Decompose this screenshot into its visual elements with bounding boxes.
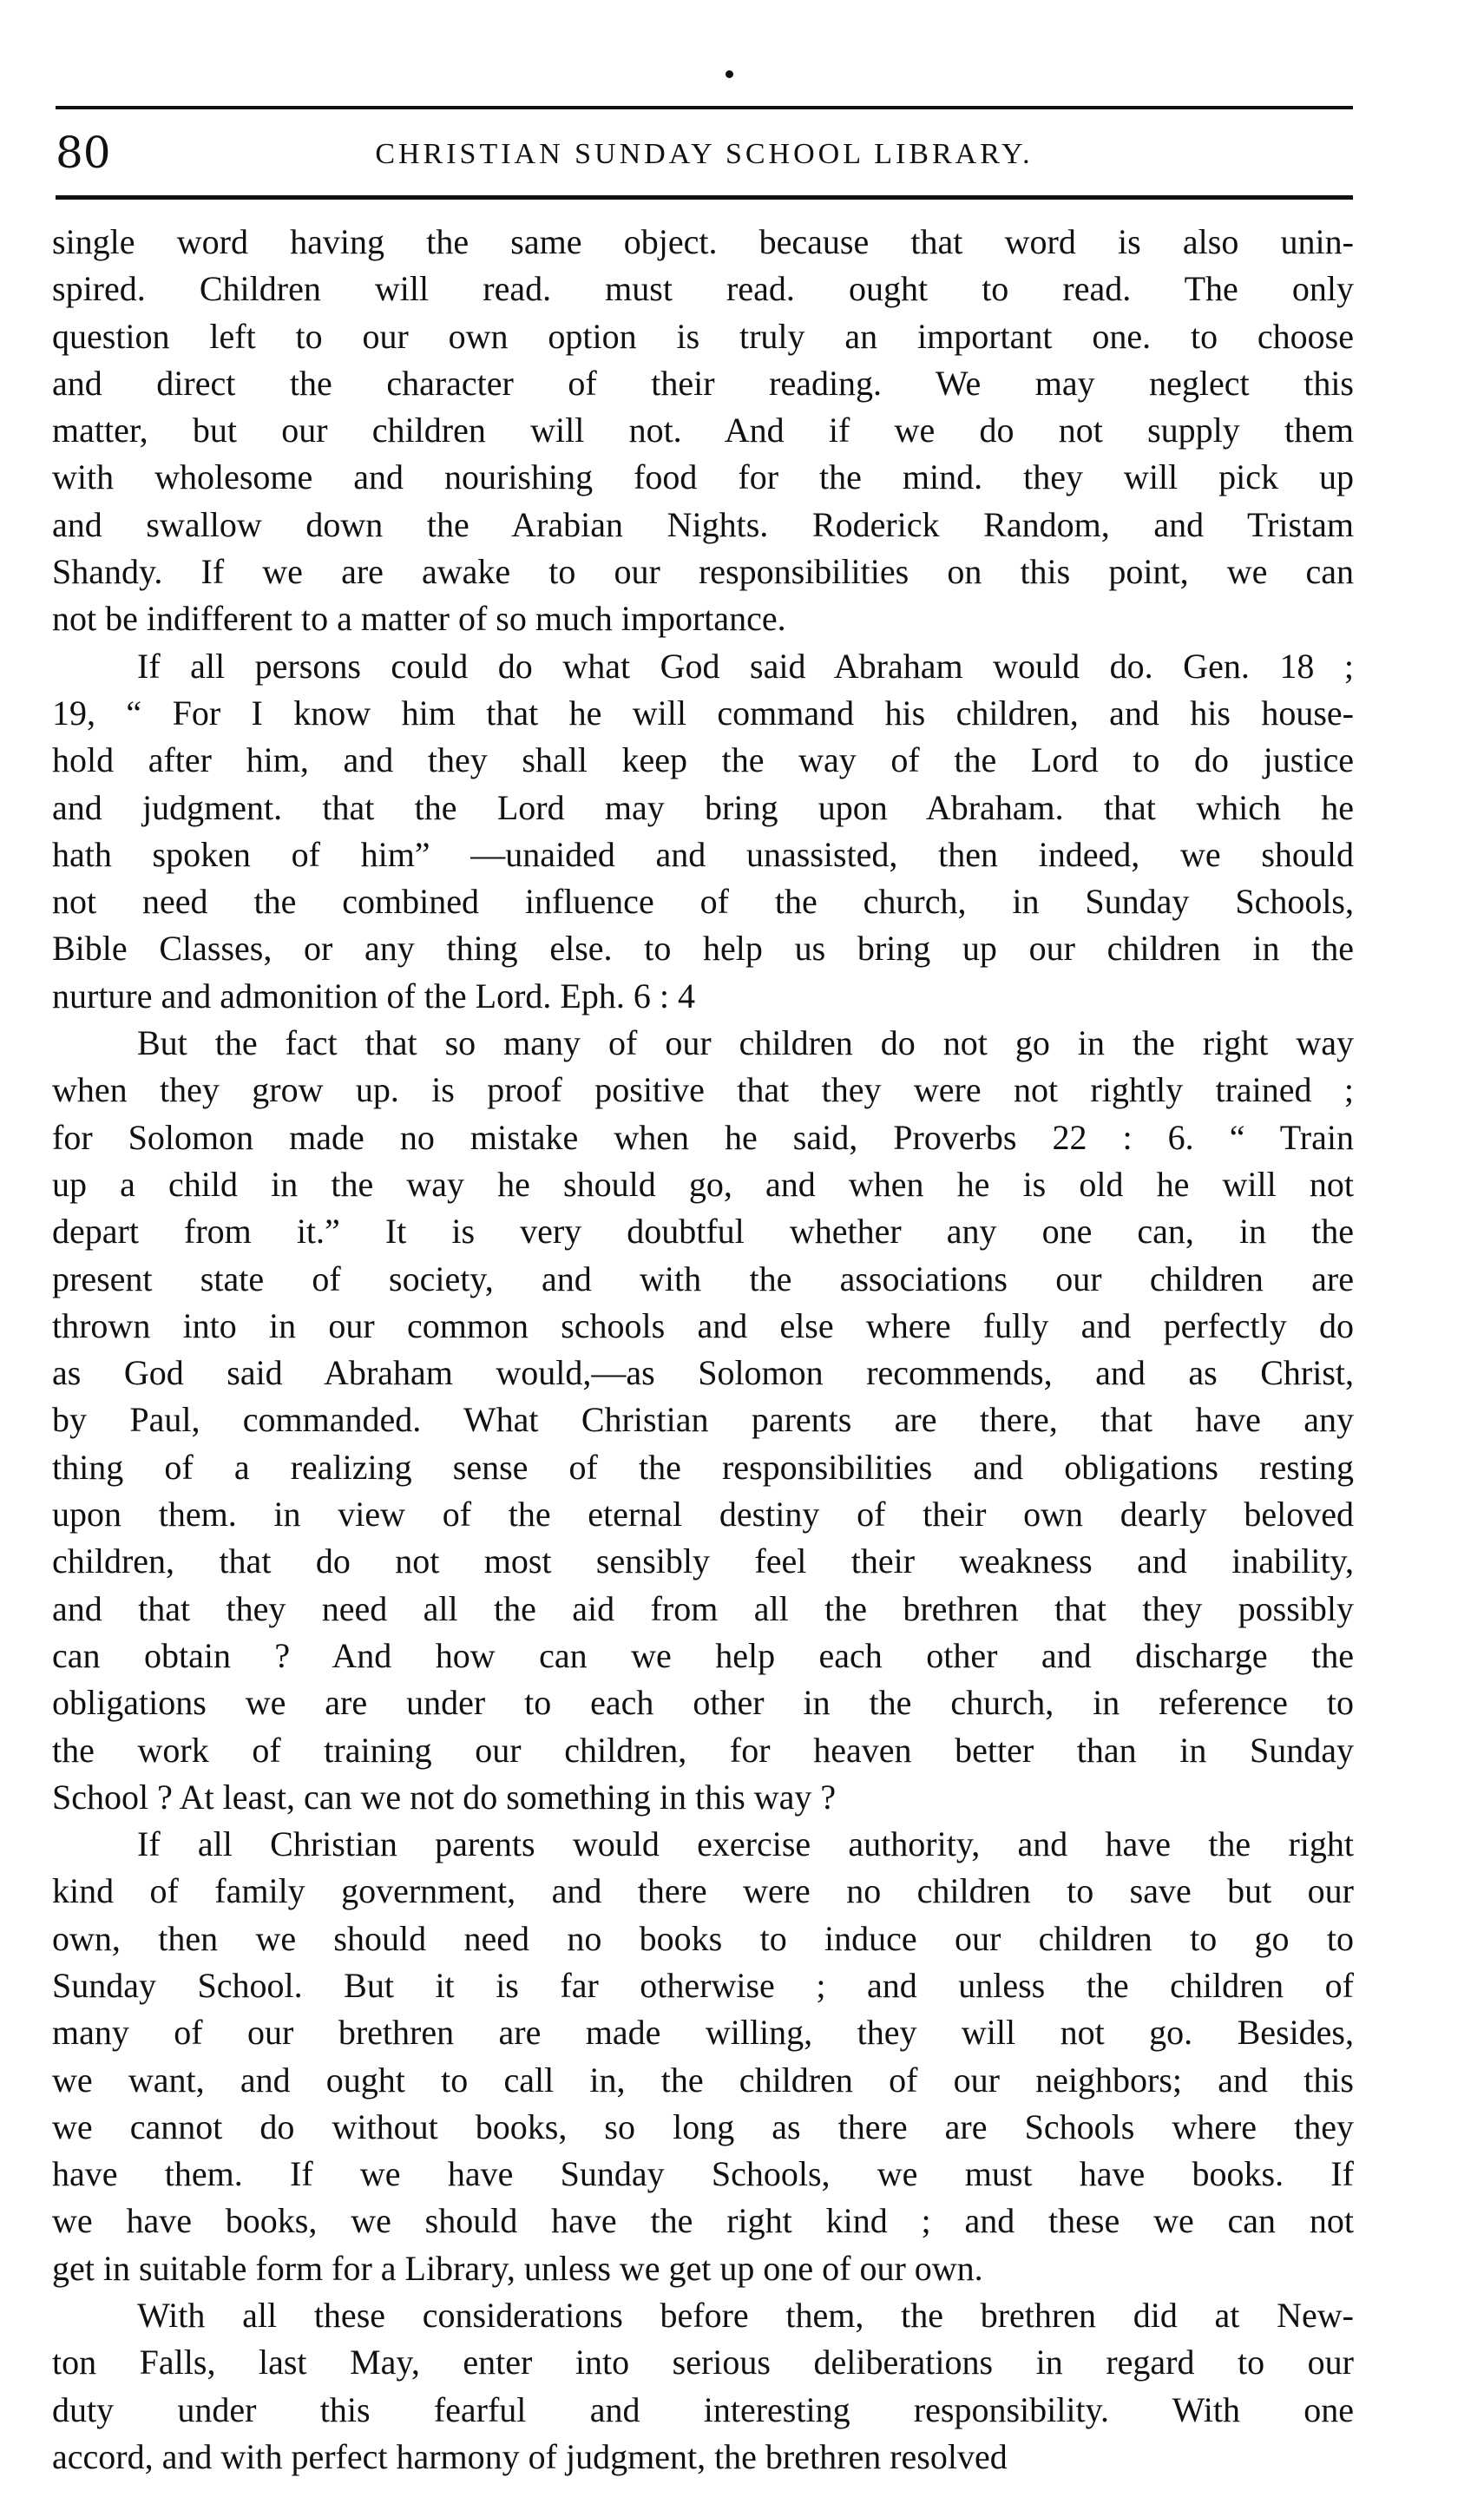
text-line: not be indifferent to a matter of so much importance. <box>52 599 786 639</box>
header-rule-top <box>56 106 1353 109</box>
running-head: CHRISTIAN SUNDAY SCHOOL LIBRARY. <box>375 138 1034 170</box>
text-line: If all Christian parents would exercise authority, and have the right <box>137 1824 1354 1864</box>
text-line: can obtain ? And how can we help each other and discharge the <box>52 1635 1354 1675</box>
paragraph <box>52 1821 1354 2292</box>
paragraph <box>52 1020 1354 1821</box>
text-line: Shandy. If we are awake to our responsibilities on this point, we can <box>52 552 1354 592</box>
text-line: and swallow down the Arabian Nights. Roderick Random, and Tristam <box>52 504 1354 544</box>
body-text <box>52 219 1354 2481</box>
text-line: If all persons could do what God said Abraham would do. Gen. 18 ; <box>137 646 1354 686</box>
text-line: many of our brethren are made willing, they will not go. Besides, <box>52 2013 1354 2053</box>
text-line: spired. Children will read. must read. ought to read. The only <box>52 269 1354 309</box>
text-line: But the fact that so many of our children do not go in the right way <box>137 1023 1354 1063</box>
text-line: by Paul, commanded. What Christian parents are there, that have any <box>52 1400 1354 1440</box>
page-header <box>56 123 1353 182</box>
text-line: accord, and with perfect harmony of judgment, the brethren resolved <box>52 2436 1008 2476</box>
text-line: single word having the same object. because that word is also unin- <box>52 222 1354 261</box>
text-line: Sunday School. But it is far otherwise ; and unless the children of <box>52 1965 1354 2005</box>
text-line: hath spoken of him” —unaided and unassisted, then indeed, we should <box>52 834 1354 874</box>
text-line: children, that do not most sensibly feel their weakness and inability, <box>52 1541 1354 1581</box>
text-line: we cannot do without books, so long as there are Schools where they <box>52 2106 1354 2146</box>
text-line: we have books, we should have the right kind ; and these we can not <box>52 2201 1354 2241</box>
text-line: matter, but our children will not. And if we do not supply them <box>52 411 1354 450</box>
text-line: 19, “ For I know him that he will command his children, and his house- <box>52 693 1354 733</box>
paragraph <box>52 2292 1354 2481</box>
text-line: get in suitable form for a Library, unless we get up one of our own. <box>52 2248 983 2288</box>
text-line: not need the combined influence of the church, in Sunday Schools, <box>52 882 1354 922</box>
text-line: Bible Classes, or any thing else. to help us bring up our children in the <box>52 929 1354 969</box>
text-line: obligations we are under to each other in the church, in reference to <box>52 1683 1354 1723</box>
paragraph <box>52 643 1354 1020</box>
text-line: and direct the character of their reading. We may neglect this <box>52 363 1354 403</box>
text-line: when they grow up. is proof positive that they were not rightly trained ; <box>52 1070 1354 1110</box>
text-line: kind of family government, and there were no children to save but our <box>52 1871 1354 1911</box>
text-line: we want, and ought to call in, the children of our neighbors; and this <box>52 2060 1354 2100</box>
text-line: depart from it.” It is very doubtful whether any one can, in the <box>52 1212 1354 1252</box>
text-line: as God said Abraham would,—as Solomon recommends, and as Christ, <box>52 1353 1354 1393</box>
text-line: and judgment. that the Lord may bring upon Abraham. that which he <box>52 787 1354 827</box>
text-line: up a child in the way he should go, and when he is old he will not <box>52 1164 1354 1204</box>
text-line: upon them. in view of the eternal destiny of their own dearly beloved <box>52 1495 1354 1535</box>
text-line: have them. If we have Sunday Schools, we must have books. If <box>52 2154 1354 2194</box>
text-line: the work of training our children, for heaven better than in Sunday <box>52 1730 1354 1770</box>
text-line: and that they need all the aid from all the brethren that they possibly <box>52 1588 1354 1628</box>
text-line: for Solomon made no mistake when he said, Proverbs 22 : 6. “ Train <box>52 1117 1354 1157</box>
text-line: ton Falls, last May, enter into serious deliberations in regard to our <box>52 2343 1354 2382</box>
paragraph <box>52 219 1354 643</box>
page-number: 80 <box>56 128 111 178</box>
text-line: nurture and admonition of the Lord. Eph. 6 : 4 <box>52 976 695 1015</box>
ink-dot <box>726 70 733 78</box>
text-line: School ? At least, can we not do something in this way ? <box>52 1777 837 1817</box>
text-line: thrown into in our common schools and else where fully and perfectly do <box>52 1305 1354 1345</box>
text-line: thing of a realizing sense of the responsibilities and obligations resting <box>52 1447 1354 1487</box>
text-line: duty under this fearful and interesting responsibility. With one <box>52 2389 1354 2429</box>
text-line: with wholesome and nourishing food for the mind. they will pick up <box>52 457 1354 497</box>
text-line: With all these considerations before them, the brethren did at New- <box>137 2296 1354 2336</box>
text-line: own, then we should need no books to induce our children to go to <box>52 1918 1354 1958</box>
header-rule-bottom <box>56 195 1353 200</box>
text-line: question left to our own option is truly an important one. to choose <box>52 316 1354 356</box>
text-line: hold after him, and they shall keep the way of the Lord to do justice <box>52 740 1354 780</box>
text-line: present state of society, and with the associations our children are <box>52 1258 1354 1298</box>
